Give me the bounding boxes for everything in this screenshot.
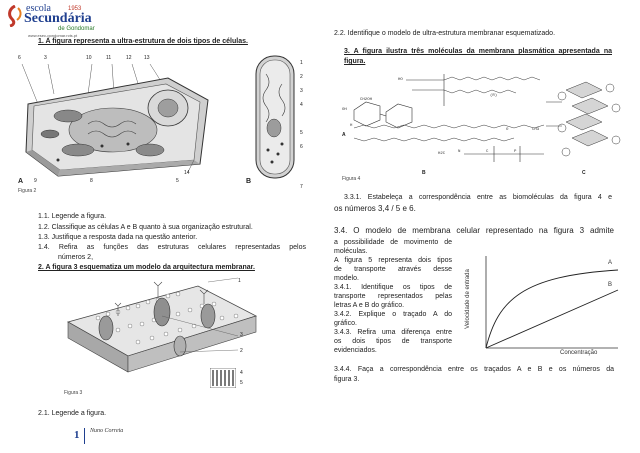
- question-3-4: 3.4. O modelo de membrana celular representado na figura 3 admite: [334, 226, 614, 235]
- cell-b-illustration: [252, 54, 302, 182]
- q3-4-1-line-1: 3.4.1. Identifique os tipos de: [334, 284, 452, 291]
- figure-3-caption: Figura 3: [64, 390, 83, 396]
- chem-c: C: [486, 150, 489, 154]
- chem-n: N: [458, 150, 461, 154]
- chem-oh: OH: [342, 108, 347, 112]
- cell-b-label-1: 1: [300, 60, 303, 66]
- fig3-label-5: 5: [240, 380, 243, 386]
- fig2-label-13: 13: [144, 55, 150, 61]
- q3-4-3-line-3: evidenciados.: [334, 347, 377, 354]
- logo-url: www.esec-gondomar.rcts.pt: [28, 33, 78, 38]
- figure-4: [334, 66, 624, 184]
- q3-4-1-line-3: letras A e B do gráfico.: [334, 302, 405, 309]
- chem-h: H: [350, 124, 353, 128]
- footer-divider: [84, 428, 85, 444]
- graph-x-axis-label: Concentração: [560, 350, 598, 356]
- fig2-label-5: 5: [176, 178, 179, 184]
- transport-graph: [462, 250, 622, 360]
- q3-4-line-4: de transporte através desse: [334, 266, 452, 273]
- cell-b-label-7: 7: [300, 184, 303, 190]
- logo-secundaria: Secundária: [24, 11, 92, 26]
- cell-a-label: A: [18, 178, 24, 185]
- chem-p: P: [514, 150, 517, 154]
- question-2: 2. A figura 3 esquematiza um modelo da arquitectura membranar.: [38, 264, 255, 271]
- chem-o: O: [506, 128, 509, 132]
- figure-2-caption: Figura 2: [18, 188, 37, 194]
- fig2-label-8: 8: [90, 178, 93, 184]
- question-3: 3. A figura ilustra três moléculas da membrana plasmática apresentada na: [344, 48, 612, 55]
- cell-b-label-4: 4: [300, 102, 303, 108]
- curve-b-label: B: [608, 282, 613, 288]
- question-1-4: 1.4. Refira as funções das estruturas celulares representadas pelos: [38, 244, 306, 251]
- q3-4-3-line-2: os dois tipos de transporte: [334, 338, 452, 345]
- q3-4-3-line-1: 3.4.3. Refira uma diferença entre: [334, 329, 452, 336]
- graph-y-axis-label: Velocidade de entrada: [464, 269, 471, 329]
- fig2-label-9: 9: [34, 178, 37, 184]
- q3-4-1-line-2: transporte representados pelas: [334, 293, 452, 300]
- question-1-2: 1.2. Classifique as células A e B quanto à sua organização estrutural.: [38, 224, 253, 231]
- molecules-illustration: [334, 66, 624, 176]
- question-1: 1. A figura representa a ultra-estrutura de dois tipos de células.: [38, 38, 248, 45]
- figure-4-caption: Figura 4: [342, 176, 361, 182]
- fig3-label-2: 2: [240, 348, 243, 354]
- cell-b-number-list: [300, 60, 312, 190]
- question-3-4-4-continued: figura 3.: [334, 376, 360, 383]
- page-number: 1: [74, 429, 80, 441]
- cell-b-label: B: [246, 178, 252, 185]
- q3-4-line-3: A figura 5 representa dois tipos: [334, 257, 452, 264]
- fig3-label-1: 1: [238, 278, 241, 284]
- q3-4-line-1: a possibilidade de movimento de: [334, 239, 452, 246]
- chem-ch3: CH3: [532, 128, 540, 132]
- question-3-4-4: 3.4.4. Faça a correspondência entre os traçados A e B e os números da: [334, 366, 614, 373]
- logo-gondomar: de Gondomar: [58, 26, 95, 32]
- fig2-top-labels: [14, 55, 214, 63]
- question-3-3-1: 3.3.1. Estabeleça a correspondência entre as biomoléculas da figura 4 e: [344, 194, 612, 201]
- fig3-label-4: 4: [240, 370, 243, 376]
- fig2-label-10: 10: [86, 55, 92, 61]
- q3-4-2-line-1: 3.4.2. Explique o traçado A do: [334, 311, 452, 318]
- fig2-label-12: 12: [126, 55, 132, 61]
- figure-2: [14, 50, 314, 200]
- fig2-label-11: 11: [106, 55, 112, 61]
- molecule-b-label: B: [422, 170, 426, 176]
- chem-ho: HO: [398, 78, 403, 82]
- q3-4-line-2: moléculas.: [334, 248, 368, 255]
- question-1-1: 1.1. Legende a figura.: [38, 213, 107, 220]
- question-3-continued: figura.: [344, 58, 366, 65]
- fig2-bottom-labels: [14, 170, 214, 188]
- question-2-2: 2.2. Identifique o modelo de ultra-estrutura membranar esquematizado.: [334, 30, 556, 37]
- q3-4-2-line-2: gráfico.: [334, 320, 357, 327]
- figure-5-graph: [462, 250, 622, 360]
- cell-b-label-3: 3: [300, 88, 303, 94]
- question-1-3: 1.3. Justifique a resposta dada na questão anterior.: [38, 234, 198, 241]
- molecule-a-label: A: [342, 132, 346, 138]
- fig2-label-3: 3: [44, 55, 47, 61]
- chem-h2c: H2C: [438, 152, 446, 156]
- fig2-label-6: 6: [18, 55, 21, 61]
- author-name: Nuno Correia: [90, 428, 124, 434]
- cell-b-label-6: 6: [300, 144, 303, 150]
- question-1-4-continued: números 2,: [58, 254, 94, 261]
- lipid-bilayer-detail: [210, 368, 236, 388]
- fig3-label-3: 3: [240, 332, 243, 338]
- school-logo: [6, 3, 116, 38]
- membrane-model-illustration: [58, 276, 258, 380]
- footer: [60, 428, 160, 446]
- molecule-c-label: C: [582, 170, 586, 176]
- question-3-4-text-block: [334, 238, 452, 355]
- question-2-1: 2.1. Legende a figura.: [38, 410, 107, 417]
- curve-a-label: A: [608, 260, 613, 266]
- question-3-3-1-continued: os números 3,4 / 5 e 6.: [334, 204, 416, 213]
- fig2-label-14: 14: [184, 170, 190, 176]
- figure-3: [58, 276, 268, 400]
- logo-emblem-icon: [6, 5, 24, 27]
- cell-b-label-2: 2: [300, 74, 303, 80]
- cell-a-illustration: [18, 64, 214, 182]
- logo-badge: 1953: [68, 6, 82, 12]
- chem-ch2oh: CH2OH: [360, 98, 373, 102]
- chem-r: (R): [490, 94, 498, 98]
- cell-b-label-5: 5: [300, 130, 303, 136]
- logo-escola: escola: [26, 3, 51, 14]
- q3-4-line-5: modelo.: [334, 275, 359, 282]
